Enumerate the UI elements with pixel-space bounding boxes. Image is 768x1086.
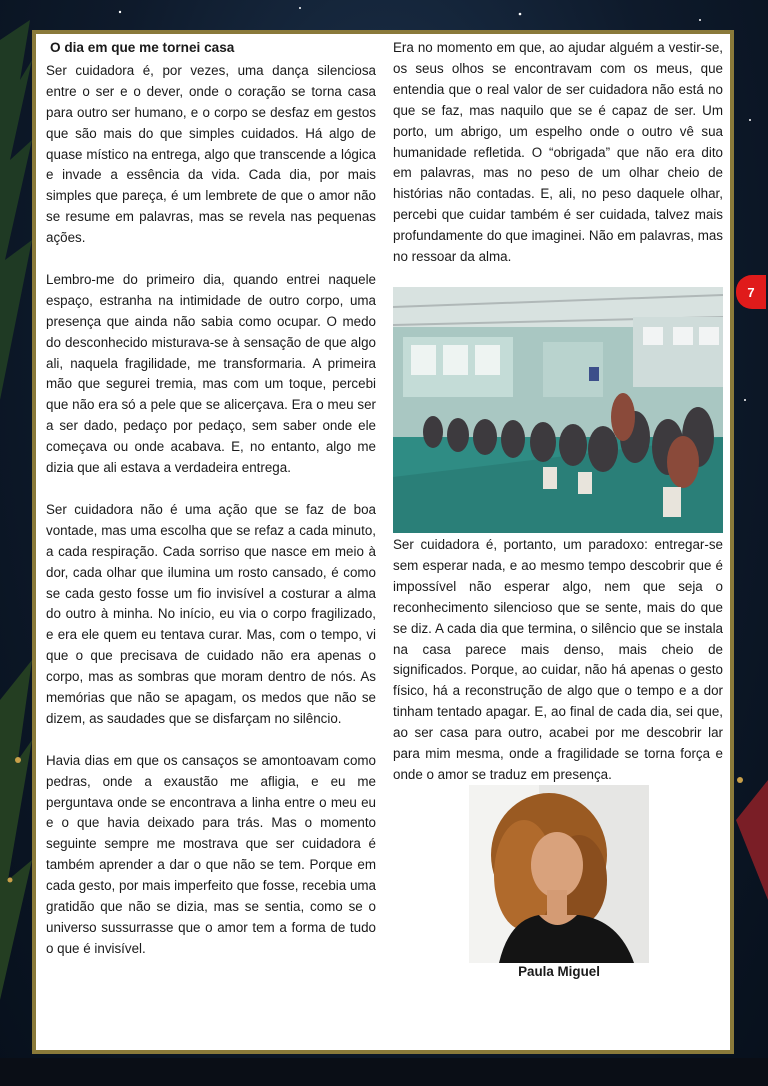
page-frame — [32, 30, 734, 1054]
paragraph: Havia dias em que os cansaços se amontoavam como pedras, onde a exaustão me afligia, e eu me perguntava onde se encontrava a linha entre o meu eu e o que havia deixado para trás. Mas o momento seguinte sempre me mostrava que ser cuidadora é também aprender a dar o que não se tem. Porque em cada gesto, por mais imperfeito que fosse, recebia uma gratidão que não se dizia, mas se sentia, como se o universo sussurrasse que o amor tem a forma de tudo o que é invisível. — [46, 752, 376, 956]
page-number-badge: 7 — [736, 275, 766, 309]
right-column — [393, 38, 723, 268]
paragraph: Ser cuidadora não é uma ação que se faz de boa vontade, mas uma escolha que se refaz a cada minuto, a cada respiração. Cada sorriso que nasce em meio à dor, cada olhar que ilumina um rosto cansado, é como se cada gesto fosse um fio invisível a costurar a alma do outro à minha. No início, eu via o corpo fragilizado, e era ele quem eu tentava curar. Mas, com o tempo, vi que o que precisava de cuidado não era apenas o corpo, mas as sombras que moram dentro de nós. As memórias que não se apagam, os medos que não se dizem, as saudades que se disfarçam no silêncio. — [46, 501, 376, 726]
right-column-lower — [393, 535, 723, 786]
author-photo — [469, 785, 649, 963]
author-name: Paula Miguel — [518, 964, 600, 979]
paragraph: Era no momento em que, ao ajudar alguém a vestir-se, os seus olhos se encontravam com os meus, que entendia que o real valor de ser cuidadora não está no que se faz, mas naquilo que se é capaz de ser. Um porto, um abrigo, um espelho onde o outro vê sua humanidade refletida. O “obrigada” que não era dito em palavras, mas no peso de um olhar cheio de histórias não contadas. E, ali, no peso daquele olhar, percebi que cuidar também é ser cuidada, talvez mais profundamente do que imaginei. Não em palavras, mas no ressoar da alma. — [393, 40, 723, 265]
content-area — [36, 34, 730, 1050]
article-title: O dia em que me tornei casa — [50, 40, 235, 55]
paragraph: Ser cuidadora é, por vezes, uma dança silenciosa entre o ser e o dever, onde o coração se torna casa para outro ser humano, e o corpo se desfaz em gestos que são mais do que simples cuidados. Há algo de quase místico na entrega, algo que transcende a lógica e invade a essência da vida. Cada dia, por mais simples que pareça, é um lembrete de que o amor não se resume em palavras, mas se revela nas pequenas ações. — [46, 62, 376, 246]
gymnasium-photo — [393, 287, 723, 533]
paragraph: Lembro-me do primeiro dia, quando entrei naquele espaço, estranha na intimidade de outro corpo, uma presença que ainda não sabia como ocupar. O medo do desconhecido misturava-se à sensação de que algo ali, naquela fragilidade, me transformaria. A primeira mão que segurei tremia, mas com um toque, percebi que não era só a pele que se alicerçava. Era o meu ser a ser dado, pedaço por pedaço, sem saber onde ele começava ou onde acabava. E, no entanto, algo me dizia que ali estava a verdadeira entrega. — [46, 271, 376, 476]
left-column — [46, 38, 376, 960]
paragraph: Ser cuidadora é, portanto, um paradoxo: entregar-se sem esperar nada, e ao mesmo tempo descobrir que é impossível não esperar algo, nem que seja o reconhecimento silencioso que se sente, mais do que se diz. A cada dia que termina, o silêncio que se instala na casa parece mais denso, mais cheio de significados. Porque, ao cuidar, não há apenas o gesto físico, há a reconstrução de algo que o tempo e a dor tinham tentado apagar. E, ao final de cada dia, sei que, ao ser casa para outro, acabei por me descobrir lar para mim mesma, onde a fragilidade se torna força e onde o amor se traduz em presença. — [393, 537, 723, 782]
